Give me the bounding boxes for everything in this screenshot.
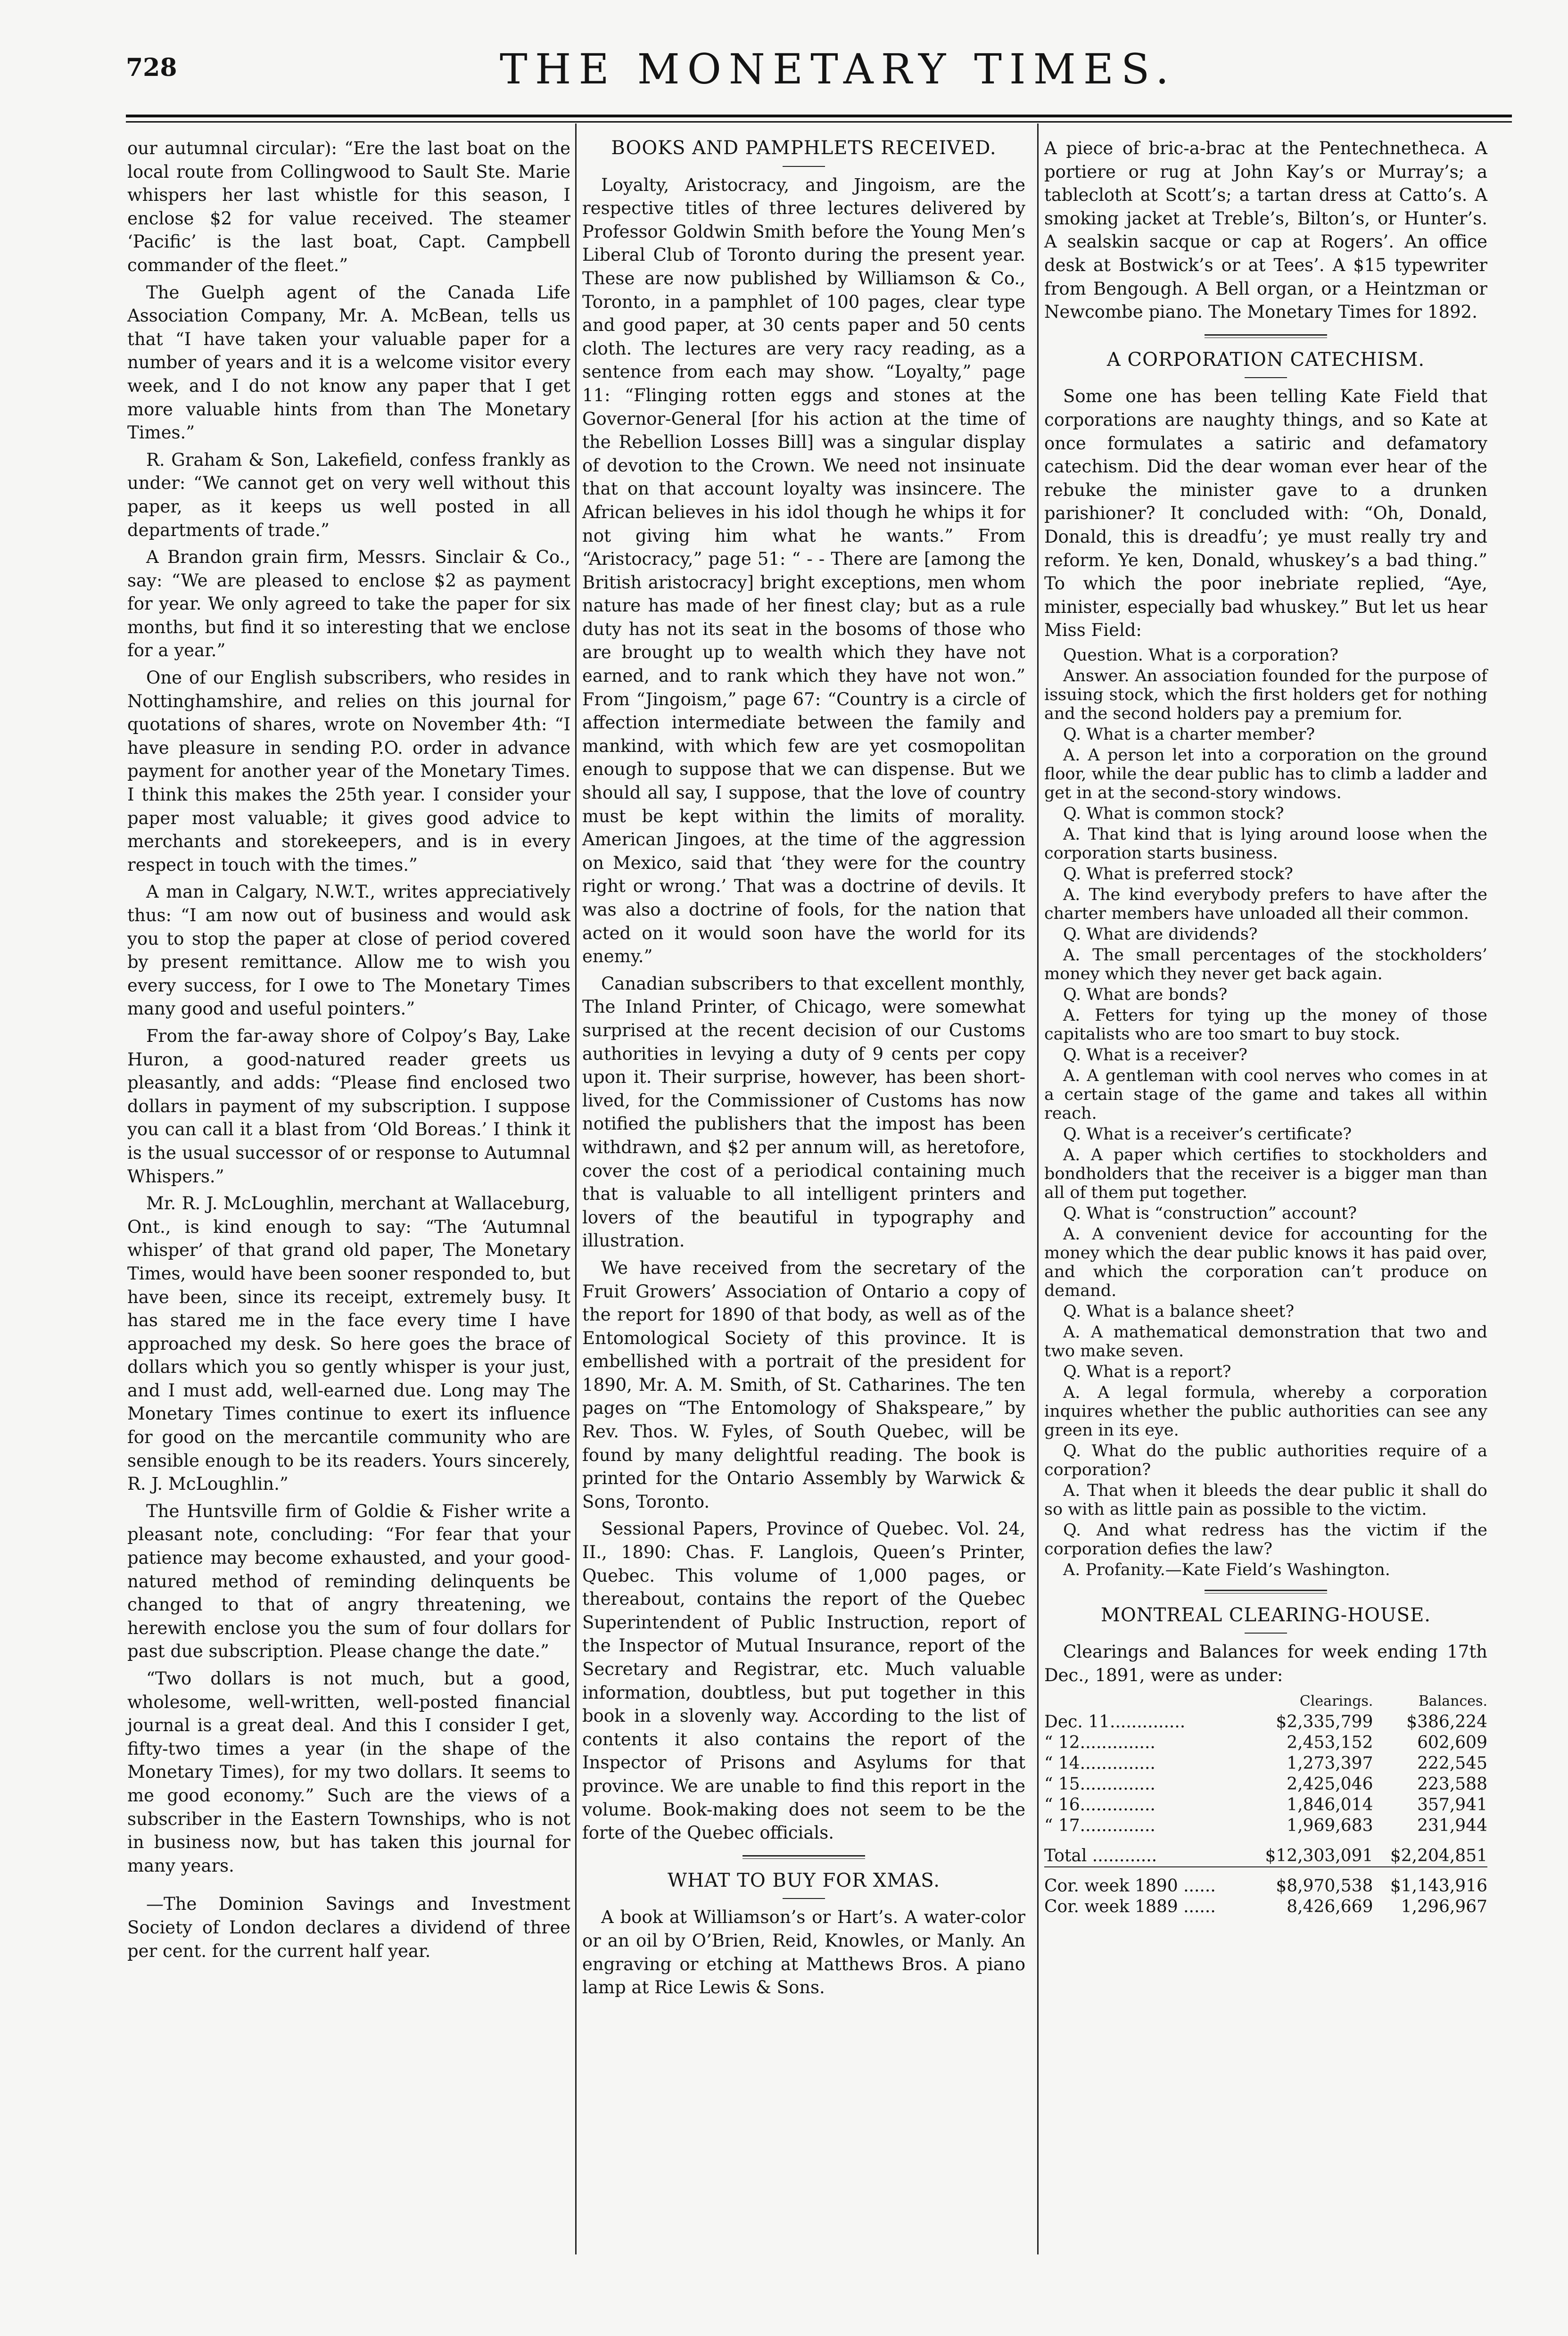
balances-value: 1,296,967 bbox=[1401, 1897, 1487, 1916]
paragraph: A book at Williamson’s or Hart’s. A water-color or an oil by O’Brien, Reid, Knowles, or Manly. An engraving or etching at Matthews Bros. A piano lamp at Rice Lewis & Sons. bbox=[582, 1907, 1025, 1998]
catechism-line: Q. What is common stock? bbox=[1063, 804, 1284, 823]
row-label: “ 12.............. bbox=[1044, 1733, 1155, 1752]
column-header: Balances. bbox=[1418, 1692, 1487, 1709]
table-row bbox=[1044, 1712, 1487, 1733]
section-heading: BOOKS AND PAMPHLETS RECEIVED. bbox=[611, 137, 997, 159]
catechism-line: A. That kind that is lying around loose when the corporation starts business. bbox=[1044, 825, 1487, 863]
column-header: Clearings. bbox=[1299, 1692, 1373, 1709]
clearings-value: 2,453,152 bbox=[1287, 1733, 1373, 1752]
row-label: Total ............ bbox=[1044, 1846, 1157, 1865]
clearings-value: $2,335,799 bbox=[1276, 1712, 1373, 1732]
row-label: “ 16.............. bbox=[1044, 1795, 1155, 1815]
catechism-line: Q. What is a receiver’s certificate? bbox=[1063, 1124, 1352, 1144]
catechism-line: Q. And what redress has the victim if the corporation defies the law? bbox=[1044, 1520, 1487, 1559]
column-3 bbox=[1044, 137, 1487, 1917]
section-heading: MONTREAL CLEARING-HOUSE. bbox=[1101, 1604, 1431, 1626]
page-number: 728 bbox=[126, 53, 177, 82]
balances-value: 222,545 bbox=[1417, 1753, 1487, 1773]
catechism-line: A. Fetters for tying up the money of those capitalists who are too smart to buy stock. bbox=[1044, 1006, 1487, 1044]
table-row bbox=[1044, 1733, 1487, 1753]
masthead-rule-thin bbox=[126, 121, 1512, 123]
paper-title: THE MONETARY TIMES. bbox=[500, 45, 1177, 93]
catechism-line: Question. What is a corporation? bbox=[1063, 645, 1338, 665]
catechism-line: A. That when it bleeds the dear public it shall do so with as little pain as possible to the victim. bbox=[1044, 1481, 1487, 1519]
paragraph: Loyalty, Aristocracy, and Jingoism, are the respective titles of three lectures delivered by Professor Goldwin Smith before the Young Men’s Liberal Club of Toronto during the present year. These are now published by Williamson & Co., Toronto, in a pamphlet of 100 pages, clear type and good paper, at 30 cents paper and 50 cents cloth. The lectures are very racy reading, as a sentence from each may show. “Loyalty,” page 11: “Flinging rotten eggs and stones at the Governor-General [for his action at the time of the Rebellion Losses Bill] was a singular display of devotion to the Crown. We need not insinuate that on that account loyalty was insincere. The African believes in his idol though he whips it for not giving him what he wants.” From “Aristocracy,” page 51: “ - - There are [among the British aristocracy] bright exceptions, men whom nature has made of her finest clay; but as a rule duty has not its seat in the bosoms of those who are brought up to wealth which they have not earned, and to rank which they have not won.” From “Jingoism,” page 67: “Country is a circle of affection intermediate between the family and mankind, with which few are yet cosmopolitan enough to suppose that we can dispense. But we should all say, I suppose, that the love of country must be kept within the limits of morality. American Jingoes, at the time of the aggression on Mexico, said that ‘they were for the country right or wrong.’ That was a doctrine of devils. It was also a doctrine of fools, for the nation that acted on it would soon have the world for its enemy.” bbox=[582, 174, 1025, 967]
catechism-line: Q. What is preferred stock? bbox=[1063, 864, 1293, 883]
divider bbox=[743, 1855, 865, 1857]
balances-value: $386,224 bbox=[1406, 1712, 1487, 1732]
column-divider bbox=[1037, 124, 1039, 2254]
catechism-line: Answer. An association founded for the purpose of issuing stock, which the first holders get for nothing and the second holders pay a premium for. bbox=[1044, 666, 1487, 723]
table-header-row bbox=[1044, 1691, 1487, 1712]
row-label: Dec. 11.............. bbox=[1044, 1712, 1186, 1732]
catechism-line: Q. What are dividends? bbox=[1063, 924, 1258, 944]
balances-value: $2,204,851 bbox=[1390, 1846, 1487, 1865]
paragraph: A man in Calgary, N.W.T., writes appreciatively thus: “I am now out of business and would ask you to stop the paper at close of period covered by present remittance. Allow me to wish you every success, for I owe to The Monetary Times many good and useful pointers.” bbox=[127, 882, 570, 1019]
balances-value: 231,944 bbox=[1417, 1816, 1487, 1835]
paragraph: —The Dominion Savings and Investment Society of London declares a dividend of three per cent. for the current half year. bbox=[127, 1894, 570, 1961]
total-row bbox=[1044, 1836, 1487, 1867]
table-row bbox=[1044, 1816, 1487, 1836]
paragraph: One of our English subscribers, who resides in Nottinghamshire, and relies on this journal for quotations of shares, wrote on November 4th: “I have pleasure in sending P.O. order in advance payment for another year of the Monetary Times. I think this makes the 25th year. I consider your paper most valuable; it gives good advice to merchants and storekeepers, and is in every respect in touch with the times.” bbox=[127, 668, 570, 875]
balances-value: $1,143,916 bbox=[1390, 1876, 1487, 1896]
row-label: “ 17.............. bbox=[1044, 1816, 1155, 1835]
row-label: “ 14.............. bbox=[1044, 1753, 1155, 1773]
paragraph: A piece of bric-a-brac at the Pentechnetheca. A portiere or rug at John Kay’s or Murray’s; a tablecloth at Scott’s; a tartan dress at Catto’s. A smoking jacket at Treble’s, Bilton’s, or Hunter’s. A sealskin sacque or cap at Rogers’. An office desk at Bostwick’s or at Tees’. A $15 typewriter from Bengough. A Bell organ, or a Heintzman or Newcombe piano. The Monetary Times for 1892. bbox=[1044, 138, 1487, 322]
table-row bbox=[1044, 1753, 1487, 1774]
paragraph: Canadian subscribers to that excellent monthly, The Inland Printer, of Chicago, were somewhat surprised at the recent decision of our Customs authorities in levying a duty of 9 cents per copy upon it. Their surprise, however, has been short-lived, for the Commissioner of Customs has now notified the publishers that the impost has been withdrawn, and $2 per annum will, as heretofore, cover the cost of a periodical containing much that is valuable to all intelligent printers and lovers of the beautiful in typography and illustration. bbox=[582, 973, 1025, 1251]
clearing-table bbox=[1044, 1691, 1487, 1917]
balances-value: 357,941 bbox=[1417, 1795, 1487, 1815]
catechism-line: Q. What is a receiver? bbox=[1063, 1045, 1247, 1065]
table-row bbox=[1044, 1867, 1487, 1876]
divider bbox=[1245, 377, 1287, 378]
balances-value: 223,588 bbox=[1417, 1774, 1487, 1794]
row-label: “ 15.............. bbox=[1044, 1774, 1155, 1794]
catechism-line: A. A person let into a corporation on the ground floor, while the dear public has to climb a ladder and get in at the second-story windows. bbox=[1044, 745, 1487, 802]
catechism-line: A. A gentleman with cool nerves who comes in at a certain stage of the game and takes all within reach. bbox=[1044, 1066, 1487, 1123]
divider bbox=[783, 1898, 825, 1899]
masthead-rule bbox=[126, 115, 1512, 117]
section-heading: WHAT TO BUY FOR XMAS. bbox=[668, 1869, 940, 1891]
section-heading: A CORPORATION CATECHISM. bbox=[1106, 348, 1425, 371]
catechism bbox=[1044, 646, 1487, 1579]
column-1 bbox=[127, 137, 570, 1966]
paragraph: our autumnal circular): “Ere the last boat on the local route from Collingwood to Sault Ste. Marie whispers her last whistle for this season, I enclose $2 for value received. The steamer ‘Pacific’ is the last boat, Capt. Campbell commander of the fleet.” bbox=[127, 138, 570, 275]
clearings-value: 1,273,397 bbox=[1287, 1753, 1373, 1773]
catechism-line: A. Profanity.—Kate Field’s Washington. bbox=[1063, 1560, 1390, 1579]
clearings-value: 8,426,669 bbox=[1287, 1897, 1373, 1916]
clearings-value: $8,970,538 bbox=[1276, 1876, 1373, 1896]
paragraph: “Two dollars is not much, but a good, wholesome, well-written, well-posted financial journal is a great deal. And this I consider I get, fifty-two times a year (in the shape of the Monetary Times), for my two dollars. It seems to me good economy.” Such are the views of a subscriber in the Eastern Townships, who is not in business now, but has taken this journal for many years. bbox=[127, 1668, 570, 1876]
paragraph: The Guelph agent of the Canada Life Association Company, Mr. A. McBean, tells us that “I have taken your valuable paper for a number of years and it is a welcome visitor every week, and I do not know any paper that I get more valuable hints from than The Monetary Times.” bbox=[127, 282, 570, 443]
clearings-value: $12,303,091 bbox=[1265, 1846, 1373, 1865]
divider bbox=[1205, 334, 1327, 336]
paragraph: Clearings and Balances for week ending 17th Dec., 1891, were as under: bbox=[1044, 1642, 1487, 1686]
catechism-line: A. A paper which certifies to stockholders and bondholders that the receiver is a bigger man than all of them put together. bbox=[1044, 1145, 1487, 1202]
divider bbox=[743, 1858, 865, 1859]
paragraph: R. Graham & Son, Lakefield, confess frankly as under: “We cannot get on very well without this paper, as it keeps us well posted in all departments of trade.” bbox=[127, 449, 570, 540]
paragraph: The Huntsville firm of Goldie & Fisher write a pleasant note, concluding: “For fear that your patience may become exhausted, and your good-natured method of reminding delinquents be changed to that of angry threatening, we herewith enclose you the sum of four dollars for past due subscription. Please change the date.” bbox=[127, 1501, 570, 1662]
row-label: Cor. week 1889 ...... bbox=[1044, 1897, 1216, 1916]
catechism-line: A. A convenient device for accounting for the money which the dear public knows it has paid over, and which the corporation can’t produce on demand. bbox=[1044, 1224, 1487, 1300]
paragraph: Some one has been telling Kate Field that corporations are naughty things, and so Kate at once formulates a satiric and defamatory catechism. Did the dear woman ever hear of the rebuke the minister gave to a drunken parishioner? It concluded with: “Oh, Donald, Donald, this is dreadfu’; ye must really try and reform. Ye ken, Donald, whuskey’s a bad thing.” To which the poor inebriate replied, “Aye, minister, especially bad whuskey.” But let us hear Miss Field: bbox=[1044, 386, 1487, 641]
paragraph: We have received from the secretary of the Fruit Growers’ Association of Ontario a copy of the report for 1890 of that body, as well as of the Entomological Society of this province. It is embellished with a portrait of the president for 1890, Mr. A. M. Smith, of St. Catharines. The ten pages on “The Entomology of Shakspeare,” by Rev. Thos. W. Fyles, of South Quebec, will be found by many delightful reading. The book is printed for the Ontario Assembly by Warwick & Sons, Toronto. bbox=[582, 1257, 1025, 1512]
masthead bbox=[0, 45, 1568, 134]
catechism-line: Q. What is a balance sheet? bbox=[1063, 1302, 1295, 1321]
table-row bbox=[1044, 1774, 1487, 1795]
divider bbox=[1245, 1633, 1287, 1634]
row-label: Cor. week 1890 ...... bbox=[1044, 1876, 1216, 1896]
catechism-line: Q. What is a report? bbox=[1063, 1362, 1231, 1381]
catechism-line: Q. What do the public authorities require of a corporation? bbox=[1044, 1441, 1487, 1479]
divider bbox=[1205, 1590, 1327, 1591]
catechism-line: A. The kind everybody prefers to have after the charter members have unloaded all their common. bbox=[1044, 885, 1487, 923]
clearings-value: 1,969,683 bbox=[1287, 1816, 1373, 1835]
clearings-value: 2,425,046 bbox=[1287, 1774, 1373, 1794]
column-2 bbox=[582, 137, 1025, 2003]
paragraph: A Brandon grain firm, Messrs. Sinclair & Co., say: “We are pleased to enclose $2 as payment for year. We only agreed to take the paper for six months, but find it so interesting that we enclose for a year.” bbox=[127, 547, 570, 661]
catechism-line: Q. What are bonds? bbox=[1063, 985, 1228, 1004]
clearings-value: 1,846,014 bbox=[1287, 1795, 1373, 1815]
table-row bbox=[1044, 1897, 1487, 1917]
paragraph: Mr. R. J. McLoughlin, merchant at Wallaceburg, Ont., is kind enough to say: “The ‘Autumnal whisper’ of that grand old paper, The Monetary Times, would have been sooner responded to, but have been, since its receipt, extremely busy. It has stared me in the face every time I have approached my desk. So here goes the brace of dollars which you so gently whisper is your just, and I must add, well-earned due. Long may The Monetary Times continue to exert its influence for good on the mercantile community who are sensible enough to be its readers. Yours sincerely, R. J. McLoughlin.” bbox=[127, 1193, 570, 1494]
catechism-line: Q. What is a charter member? bbox=[1063, 725, 1315, 744]
balances-value: 602,609 bbox=[1417, 1733, 1487, 1752]
divider bbox=[783, 166, 825, 167]
paragraph: Sessional Papers, Province of Quebec. Vol. 24, II., 1890: Chas. F. Langlois, Queen’s Printer, Quebec. This volume of 1,000 pages, or thereabout, contains the report of the Quebec Superintendent of Public Instruction, report of the Inspector of Mutual Insurance, report of the Secretary and Registrar, etc. Much valuable information, doubtless, but put together in this book in a slovenly way. According to the list of contents it also contains the report of the Inspector of Prisons and Asylums for that province. We are unable to find this report in the volume. Book-making does not seem to be the forte of the Quebec officials. bbox=[582, 1519, 1025, 1843]
table-row bbox=[1044, 1795, 1487, 1816]
table-row bbox=[1044, 1876, 1487, 1897]
catechism-line: A. The small percentages of the stockholders’ money which they never get back again. bbox=[1044, 945, 1487, 983]
paragraph: From the far-away shore of Colpoy’s Bay, Lake Huron, a good-natured reader greets us pleasantly, and adds: “Please find enclosed two dollars in payment of my subscription. I suppose you can call it a blast from ‘Old Boreas.’ I think it is the usual successor of or response to Autumnal Whispers.” bbox=[127, 1025, 570, 1187]
column-divider bbox=[575, 124, 577, 2254]
catechism-line: A. A mathematical demonstration that two and two make seven. bbox=[1044, 1322, 1487, 1361]
catechism-line: Q. What is “construction” account? bbox=[1063, 1204, 1357, 1223]
catechism-line: A. A legal formula, whereby a corporation inquires whether the public authorities can see any green in its eye. bbox=[1044, 1383, 1487, 1440]
